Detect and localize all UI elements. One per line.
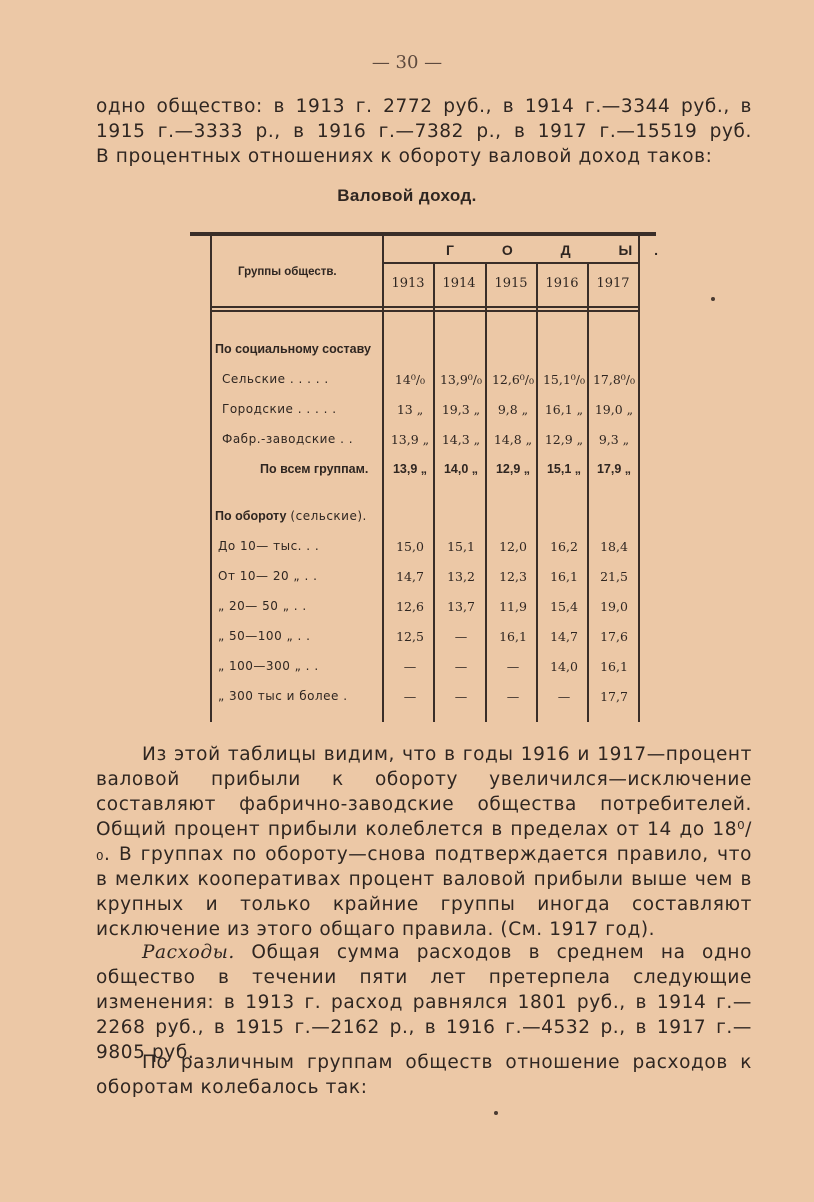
table-cell: 17,9 „ (596, 462, 632, 476)
gross-income-table (190, 232, 681, 722)
closing-text: По различным группам обществ отношение расходов к оборотам колебалось так: (96, 1052, 752, 1098)
table-column-divider (433, 262, 435, 722)
table-cell: 13,9 „ (390, 432, 430, 447)
row-label: „ 100—300 „ . . (218, 659, 319, 673)
header-bottom-rule (210, 310, 639, 312)
year-header: 1913 (391, 276, 425, 291)
table-cell: 15,0 (396, 539, 424, 554)
table-top-rule (190, 232, 656, 236)
table-cell: 11,9 (499, 599, 527, 614)
table-cell: 14⁰/₀ (394, 372, 426, 387)
intro-line: одно общество: в 1913 г. 2772 руб., в 1914 г.—3344 руб., в (96, 96, 752, 117)
row-label: Сельские . . . . . (222, 372, 329, 386)
row-label: „ 300 тыс и более . (218, 689, 348, 703)
year-header: 1917 (596, 276, 630, 291)
table-cell: — (454, 689, 468, 704)
table-cell: — (506, 659, 520, 674)
table-cell: 13,2 (447, 569, 475, 584)
table-cell: 13,9⁰/₀ (439, 372, 483, 387)
table-column-divider (587, 262, 589, 722)
table-cell: 17,6 (600, 629, 628, 644)
table-border-left (210, 236, 212, 722)
table-column-divider (382, 236, 384, 722)
table-cell: — (557, 689, 571, 704)
expenses-heading: Расходы. (142, 942, 235, 963)
table-border-right (638, 236, 640, 722)
table-cell: 12,9 „ (544, 432, 584, 447)
table-cell: 19,0 (600, 599, 628, 614)
header-bottom-rule (210, 306, 639, 308)
table-cell: 9,8 „ (497, 402, 529, 417)
table-cell: 19,3 „ (441, 402, 481, 417)
expenses-text: Общая сумма расходов в среднем на одно общество в течении пяти лет претерпела следующие изменения: в 1913 г. расход равнялся 1801 руб., в 1914 г.—2268 руб., в 1915 г.—2162 р., в 1916 г.—4532 р., в 1917 г.—9805 руб. (96, 942, 752, 1063)
print-speck (711, 297, 715, 301)
table-cell: 12,3 (499, 569, 527, 584)
table-cell: 17,7 (600, 689, 628, 704)
table-cell: 19,0 „ (594, 402, 634, 417)
intro-line: 1915 г.—3333 р., в 1916 г.—7382 р., в 1917 г.—15519 руб. (96, 121, 752, 142)
table-cell: 21,5 (600, 569, 628, 584)
table-cell: — (454, 629, 468, 644)
table-cell: 9,3 „ (598, 432, 630, 447)
table-cell: 16,1 (550, 569, 578, 584)
table-cell: — (506, 689, 520, 704)
section-title-social: По социальному составу (215, 342, 371, 356)
table-cell: — (454, 659, 468, 674)
intro-paragraph (96, 94, 752, 169)
table-cell: 15,1⁰/₀ (542, 372, 586, 387)
table-cell: 17,8⁰/₀ (592, 372, 636, 387)
table-cell: 15,1 (447, 539, 475, 554)
table-cell: 15,1 „ (546, 462, 582, 476)
intro-line: В процентных отношениях к обороту валовой доход таков: (96, 146, 713, 167)
table-cell: 12,6⁰/₀ (491, 372, 535, 387)
row-label: Фабр.-заводские . . (222, 432, 354, 446)
table-cell: 16,1 „ (544, 402, 584, 417)
row-label: До 10— тыс. . . (218, 539, 320, 553)
expenses-paragraph (96, 940, 752, 1065)
analysis-paragraph (96, 742, 752, 942)
table-cell: 14,7 (396, 569, 424, 584)
row-label: От 10— 20 „ . . (218, 569, 318, 583)
table-cell: 16,1 (499, 629, 527, 644)
table-cell: 14,8 „ (493, 432, 533, 447)
section-title-turnover: По обороту (215, 509, 287, 523)
table-cell: 12,6 (396, 599, 424, 614)
table-cell: 14,0 (550, 659, 578, 674)
row-label: „ 20— 50 „ . . (218, 599, 307, 613)
row-label: Городские . . . . . (222, 402, 337, 416)
table-cell: 12,0 (499, 539, 527, 554)
table-cell: — (403, 659, 417, 674)
table-cell: 16,1 (600, 659, 628, 674)
page-number: — 30 — (371, 52, 443, 73)
table-cell: 18,4 (600, 539, 628, 554)
years-header: Г О Д Ы. (446, 242, 681, 258)
table-cell: 14,0 „ (443, 462, 479, 476)
table-cell: 13,7 (447, 599, 475, 614)
closing-paragraph (96, 1050, 752, 1100)
table-cell: — (403, 689, 417, 704)
section-title-turnover-wrap (215, 508, 367, 523)
years-header-rule (382, 262, 639, 264)
table-column-divider (485, 262, 487, 722)
table-column-divider (536, 262, 538, 722)
group-column-header: Группы обществ. (238, 266, 337, 278)
section-note: (сельские). (290, 509, 367, 523)
table-cell: 12,5 (396, 629, 424, 644)
table-cell: 16,2 (550, 539, 578, 554)
year-header: 1915 (494, 276, 528, 291)
print-speck (494, 1111, 498, 1115)
table-cell: 15,4 (550, 599, 578, 614)
table-cell: 13,9 „ (392, 462, 428, 476)
table-cell: 13 „ (396, 402, 424, 417)
table-cell: 14,3 „ (441, 432, 481, 447)
table-cell: 14,7 (550, 629, 578, 644)
year-header: 1916 (545, 276, 579, 291)
table-title: Валовой доход. (337, 186, 477, 205)
total-row-label: По всем группам. (260, 462, 369, 476)
table-cell: 12,9 „ (495, 462, 531, 476)
year-header: 1914 (442, 276, 476, 291)
analysis-text: Из этой таблицы видим, что в годы 1916 и 1917—процент валовой прибыли к обороту увеличился—исключение составляют фабрично-заводские общества потребителей. Общий процент прибыли колеблется в пределах от 14 до 18⁰/₀. В группах по обороту—снова подтверждается правило, что в мелких кооперативах процент валовой прибыли выше чем в крупных и только крайние группы иногда составляют исключение из этого общаго правила. (См. 1917 год). (96, 744, 752, 940)
row-label: „ 50—100 „ . . (218, 629, 311, 643)
